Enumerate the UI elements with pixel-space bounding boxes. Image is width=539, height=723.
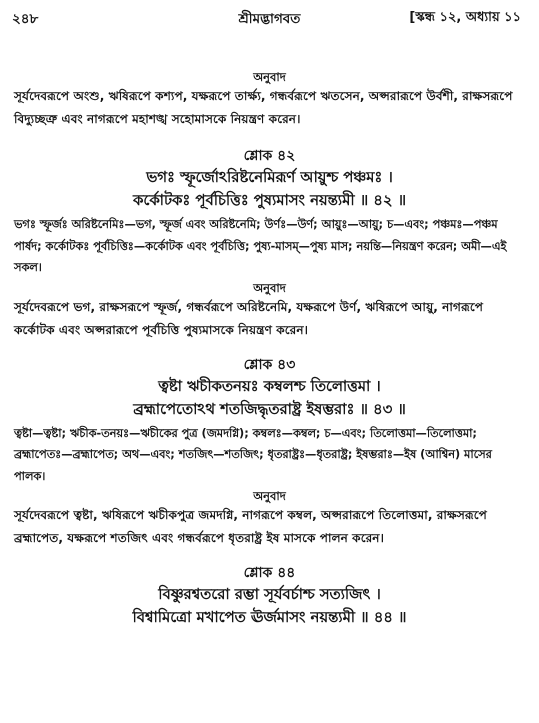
page-header [12, 6, 527, 28]
sloka-number: শ্লোক ৪৪ [243, 565, 296, 581]
sloka-number: শ্লোক ৪২ [243, 148, 296, 164]
sloka-number: শ্লোক ৪৩ [243, 356, 296, 373]
sloka-line: কর্কোটকঃ পূর্বচিত্তিঃ পুষ্যমাসং নয়ন্ত্যমী ॥ ৪২ ॥ [133, 192, 406, 209]
word-for-word: ত্বষ্টা—ত্বষ্টা; ঋচীক-তনয়ঃ—ঋচীকের পুত্র (জমদগ্নি); কম্বলঃ—কম্বল; চ—এবং; তিলোত্তমা—তিলোত্তমা; ব্রহ্মাপেতঃ—ব্রহ্মাপেত; অথ—এবং; শতজিৎ—শতজিৎ; ধৃতরাষ্ট্রঃ—ধৃতরাষ্ট্র; ইষম্ভরাঃ—ইষ (আশ্বিন) মাসের পালক। [14, 426, 492, 483]
page-number: ২৪৮ [12, 11, 39, 27]
translation-paragraph: সূর্যদেবরূপে ত্বষ্টা, ঋষিরূপে ঋচীকপুত্র জমদগ্নি, নাগরূপে কম্বল, অপ্সরারূপে তিলোত্তমা, রাক্ষসরূপে ব্রহ্মাপেত, যক্ষরূপে শতজিৎ এবং গন্ধর্বরূপে ধৃতরাষ্ট্র ইষ মাসকে পালন করেন। [14, 508, 487, 545]
sloka-line: বিশ্বামিত্রো মখাপেত ঊর্জমাসং নয়ন্ত্যমী ॥ ৪৪ ॥ [132, 609, 407, 626]
page-content [14, 70, 525, 629]
translation-paragraph: সূর্যদেবরূপে ভগ, রাক্ষসরূপে স্ফূর্জ, গন্ধর্বরূপে অরিষ্টনেমি, যক্ষরূপে উর্ণ, ঋষিরূপে আয়ু, নাগরূপে কর্কোটক এবং অপ্সরারূপে পূর্বচিত্তি পুষ্যমাসকে নিয়ন্ত্রণ করেন। [14, 299, 484, 337]
translation-heading: অনুবাদ [253, 70, 286, 84]
translation-heading: অনুবাদ [253, 489, 286, 503]
sloka-line: ব্রহ্মাপেতোঽথ শতজিদ্ধৃতরাষ্ট্র ইষম্ভরাঃ ॥ ৪৩ ॥ [133, 400, 406, 418]
translation-heading: অনুবাদ [253, 280, 286, 295]
sloka-line: বিষ্ণুরশ্বতরো রম্ভা সূর্যবর্চাশ্চ সত্যজিৎ । [158, 586, 381, 603]
chapter-reference: [স্কন্ধ ১২, অধ্যায় ১১ [409, 10, 521, 25]
sloka-line: ভগঃ স্ফূর্জোঽরিষ্টনেমিরূর্ণ আয়ুশ্চ পঞ্চমঃ । [146, 169, 393, 186]
word-for-word: ভগঃ স্ফূর্জঃ অরিষ্টনেমিঃ—ভগ, স্ফূর্জ এবং অরিষ্টনেমি; উর্ণঃ—উর্ণ; আয়ুঃ—আয়ু; চ—এবং; পঞ্চমঃ—পঞ্চম পার্ষদ; কর্কোটকঃ পূর্বচিত্তিঃ—কর্কোটক এবং পূর্বচিত্তি; পুষ্য-মাসম্—পুষ্য মাস; নয়ন্তি—নিয়ন্ত্রণ করেন; অমী—এই সকল। [14, 218, 507, 274]
book-title: শ্রীমদ্ভাগবত [238, 11, 301, 27]
sloka-line: ত্বষ্টা ঋচীকতনয়ঃ কম্বলশ্চ তিলোত্তমা । [158, 377, 381, 395]
translation-paragraph: সূর্যদেবরূপে অংশু, ঋষিরূপে কশ্যপ, যক্ষরূপে তার্ক্ষ্য, গন্ধর্বরূপে ঋতসেন, অপ্সরারূপে উর্বশী, রাক্ষসরূপে বিদ্যুচ্ছত্রু এবং নাগরূপে মহাশঙ্খ সহোমাসকে নিয়ন্ত্রণ করেন। [14, 89, 513, 126]
